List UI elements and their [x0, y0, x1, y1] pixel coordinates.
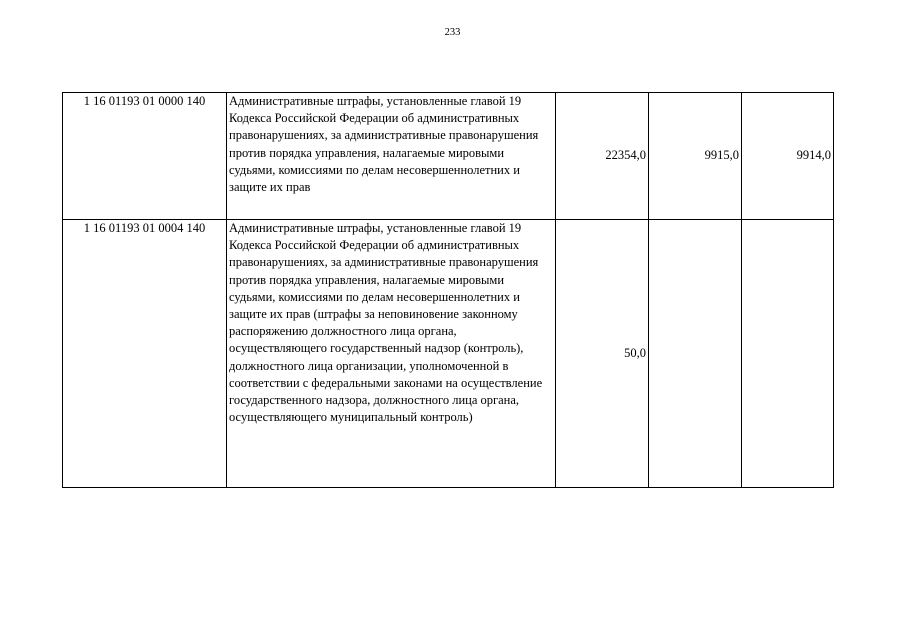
- amount-year1-cell: 22354,0: [556, 93, 649, 220]
- revenue-code-cell: 1 16 01193 01 0004 140: [63, 220, 227, 488]
- description-cell: Административные штрафы, установленные главой 19 Кодекса Российской Федерации об административных правонарушениях, за административные правонарушения против порядка управления, налагаемые мировыми судьями, комиссиями по делам несовершеннолетних и защите их прав: [227, 93, 556, 220]
- amount-year2-cell: [649, 220, 742, 488]
- budget-table: [62, 92, 834, 488]
- description-cell: Административные штрафы, установленные главой 19 Кодекса Российской Федерации об административных правонарушениях, за административные правонарушения против порядка управления, налагаемые мировыми судьями, комиссиями по делам несовершеннолетних и защите их прав (штрафы за неповиновение законному распоряжению должностного лица органа, осуществляющего государственный надзор (контроль), должностного лица организации, уполномоченной в соответствии с федеральными законами на осуществление государственного надзора, должностного лица органа, осуществляющего муниципальный контроль): [227, 220, 556, 488]
- revenue-code-cell: 1 16 01193 01 0000 140: [63, 93, 227, 220]
- table-row: [63, 93, 834, 220]
- amount-year3-cell: 9914,0: [742, 93, 834, 220]
- page-number: 233: [444, 27, 461, 38]
- amount-year3-cell: [742, 220, 834, 488]
- amount-year2-cell: 9915,0: [649, 93, 742, 220]
- table-row: [63, 220, 834, 488]
- amount-year1-cell: 50,0: [556, 220, 649, 488]
